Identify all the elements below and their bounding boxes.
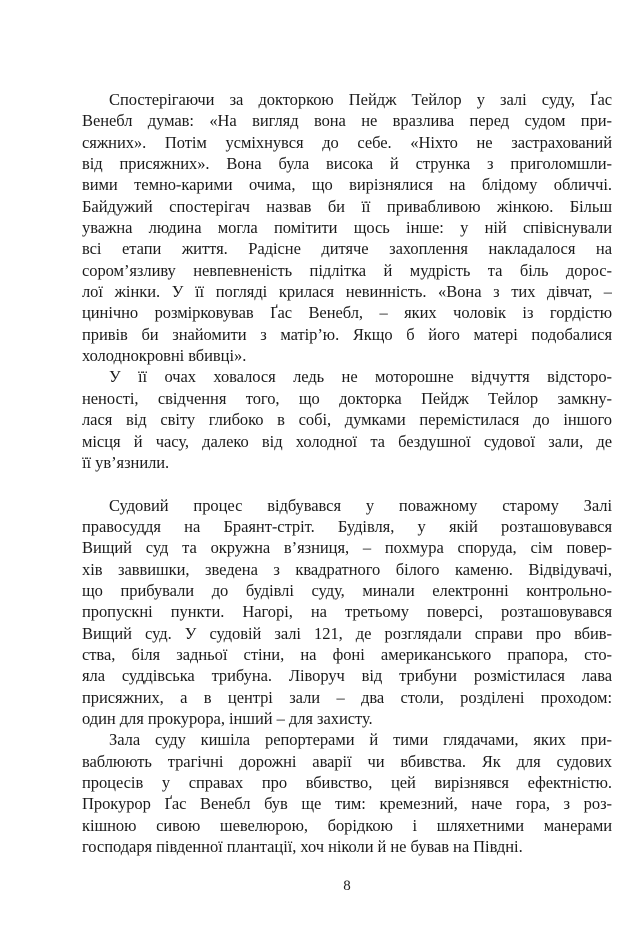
text-line: пропускні пункти. Нагорі, на третьому поверсі, розташовувався: [82, 602, 612, 622]
paragraph: [82, 89, 612, 366]
text-line: уважна людина могла помітити щось інше: у ній співіснували: [82, 218, 612, 238]
text-line: Судовий процес відбувався у поважному старому Залі: [109, 495, 612, 515]
text-line: Вищий суд та окружна в’язниця, – похмура споруда, сім повер-: [82, 538, 612, 558]
text-line: Зала суду кишіла репортерами й тими глядачами, яких при-: [109, 730, 612, 750]
text-line: сором’язливу невпевненість підлітка й мудрість та біль дорос-: [82, 260, 612, 280]
text-line: ства, біля задньої стіни, на фоні американського прапора, сто-: [82, 644, 612, 664]
text-line: що прибували до будівлі суду, минали електронні контрольно-: [82, 580, 612, 600]
text-line: привів би знайомити з матір’ю. Якщо б його матері подобалися: [82, 324, 612, 344]
text-line: цинічно розмірковував Ґас Венебл, – яких чоловік із гордістю: [82, 303, 612, 323]
text-line: лася від світу глибоко в собі, думками перемістилася до іншого: [82, 410, 612, 430]
paragraph: [82, 729, 612, 857]
text-line: господаря південної плантації, хоч ніколи й не бував на Півдні.: [82, 837, 523, 857]
page-number: 8: [343, 878, 351, 894]
text-line: один для прокурора, інший – для захисту.: [82, 708, 373, 728]
text-line: Вищий суд. У судовій залі 121, де розглядали справи про вбив-: [82, 623, 612, 643]
text-line: холоднокровні вбивці».: [82, 346, 247, 366]
paragraph: [82, 495, 612, 730]
text-line: кішною сивою шевелюрою, борідкою і шляхетними манерами: [82, 815, 612, 835]
text-line: неності, свідчення того, що докторка Пейдж Тейлор замкну-: [82, 388, 612, 408]
text-line: сяжних». Потім усміхнувся до себе. «Ніхто не застрахований: [82, 132, 612, 152]
text-line: Байдужий спостерігач назвав би її привабливою жінкою. Більш: [82, 196, 612, 216]
text-line: місця й часу, далеко від холодної та бездушної судової зали, де: [82, 431, 612, 451]
text-line: присяжних, а в центрі зали – два столи, розділені проходом:: [82, 687, 612, 707]
text-line: всі етапи життя. Радісне дитяче захоплення накладалося на: [82, 239, 612, 259]
text-line: Прокурор Ґас Венебл був ще тим: кремезний, наче гора, з роз-: [82, 794, 612, 814]
paragraph: [82, 366, 612, 473]
text-line: Спостерігаючи за докторкою Пейдж Тейлор у залі суду, Ґас: [109, 90, 612, 109]
text-line: У її очах ховалося ледь не моторошне відчуття відсторо-: [109, 367, 612, 387]
text-line: ваблюють трагічні дорожні аварії чи вбивства. Як для судових: [82, 751, 612, 771]
text-line: від присяжних». Вона була висока й струнка з приголомшли-: [82, 154, 612, 174]
text-line: Венебл думав: «На вигляд вона не вразлива перед судом при-: [82, 111, 612, 131]
text-line: вими темно-карими очима, що вирізнялися на блідому обличчі.: [82, 175, 612, 195]
body-text: [82, 89, 612, 857]
text-line: хів заввишки, зведена з квадратного білого каменю. Відвідувачі,: [82, 559, 612, 579]
text-line: лої жінки. У її погляді крилася невинність. «Вона з тих дівчат, –: [82, 282, 612, 302]
text-line: процесів у справах про вбивство, цей вирізнявся ефектністю.: [82, 773, 612, 792]
text-line: правосуддя на Браянт-стріт. Будівля, у якій розташовувався: [82, 516, 612, 536]
text-line: її ув’язнили.: [82, 452, 170, 472]
text-line: яла суддівська трибуна. Ліворуч від трибуни розмістилася лава: [82, 666, 612, 686]
